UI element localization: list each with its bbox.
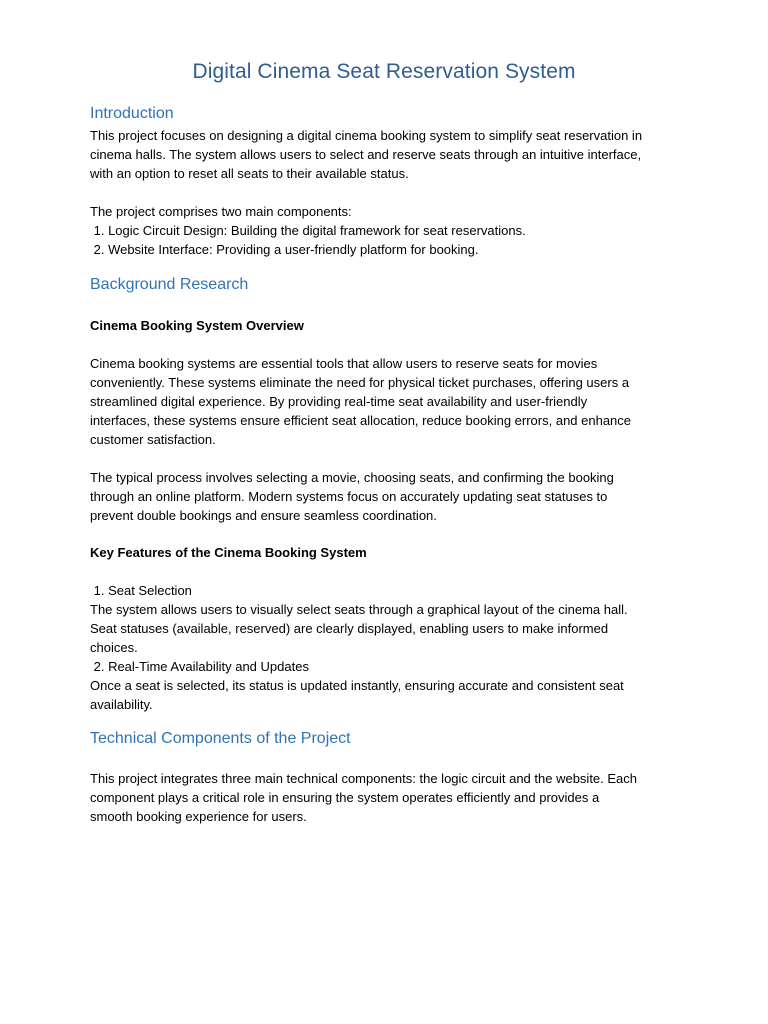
text-line: The typical process involves selecting a movie, choosing seats, and confirming the booking: [90, 470, 614, 485]
text-line: This project integrates three main technical components: the logic circuit and the website. Each: [90, 771, 638, 786]
document-title: Digital Cinema Seat Reservation System: [192, 60, 576, 83]
text-line: streamlined digital experience. By providing real-time seat availability and user-friendly: [90, 394, 588, 409]
background-paragraph-2: [90, 468, 690, 525]
list-item: 1. Seat Selection: [90, 583, 192, 598]
text-line: smooth booking experience for users.: [90, 809, 307, 824]
list-item: 2. Real-Time Availability and Updates: [90, 659, 309, 674]
text-line: availability.: [90, 697, 153, 712]
heading-background-research: Background Research: [90, 276, 249, 293]
text-line: conveniently. These systems eliminate the need for physical ticket purchases, offering users a: [90, 375, 630, 390]
text-line: customer satisfaction.: [90, 432, 216, 447]
text-line: through an online platform. Modern systems focus on accurately updating seat statuses to: [90, 489, 608, 504]
text-line: Once a seat is selected, its status is updated instantly, ensuring accurate and consistent seat: [90, 678, 624, 693]
text-line: This project focuses on designing a digital cinema booking system to simplify seat reservation in: [90, 128, 643, 143]
text-line: The system allows users to visually select seats through a graphical layout of the cinema hall.: [90, 602, 628, 617]
heading-introduction: Introduction: [90, 105, 174, 122]
features-list: [90, 581, 690, 714]
text-line: Seat statuses (available, reserved) are clearly displayed, enabling users to make informed: [90, 621, 609, 636]
text-line: prevent double bookings and ensure seamless coordination.: [90, 508, 437, 523]
subheading-overview: Cinema Booking System Overview: [90, 318, 304, 333]
technical-paragraph: [90, 769, 690, 826]
subheading-key-features: Key Features of the Cinema Booking System: [90, 545, 367, 560]
text-line: Cinema booking systems are essential tools that allow users to reserve seats for movies: [90, 356, 598, 371]
text-line: The project comprises two main components:: [90, 204, 352, 219]
list-item: 2. Website Interface: Providing a user-friendly platform for booking.: [90, 242, 479, 257]
intro-paragraph-1: [90, 126, 690, 183]
background-paragraph-1: [90, 354, 690, 449]
list-item: 1. Logic Circuit Design: Building the digital framework for seat reservations.: [90, 223, 526, 238]
heading-technical-components: Technical Components of the Project: [90, 730, 351, 747]
text-line: with an option to reset all seats to their available status.: [90, 166, 409, 181]
text-line: interfaces, these systems ensure efficient seat allocation, reduce booking errors, and enhance: [90, 413, 632, 428]
intro-paragraph-2: [90, 202, 690, 259]
text-line: component plays a critical role in ensuring the system operates efficiently and provides a: [90, 790, 600, 805]
text-line: choices.: [90, 640, 138, 655]
text-line: cinema halls. The system allows users to select and reserve seats through an intuitive interface,: [90, 147, 642, 162]
